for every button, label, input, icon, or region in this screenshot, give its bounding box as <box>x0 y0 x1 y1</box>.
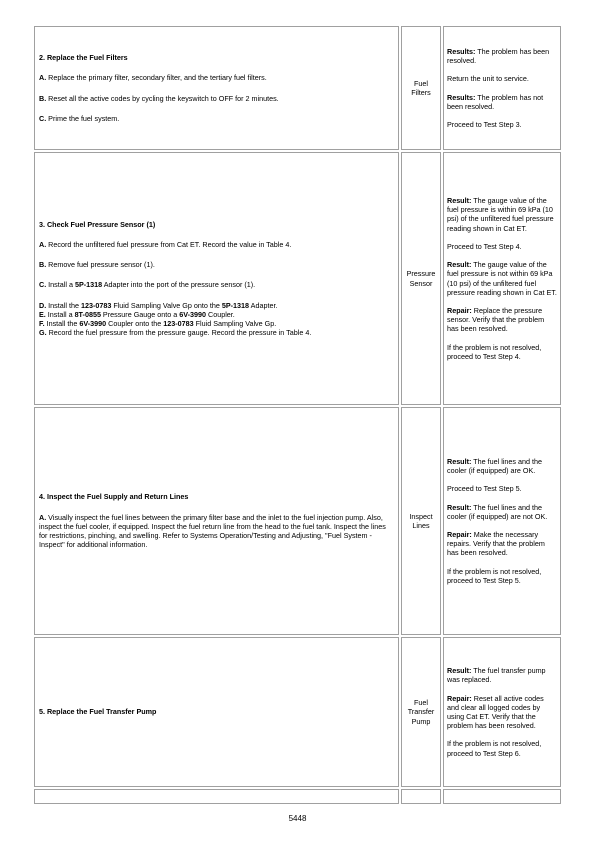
test-step-title: 4. Inspect the Fuel Supply and Return Lines <box>39 492 189 502</box>
result-not-ok-action: Proceed to Test Step 3. <box>447 119 522 129</box>
test-step-cell <box>34 407 399 635</box>
table-row <box>33 151 562 406</box>
result-not-ok: Results: The problem has not been resolved. <box>447 92 544 111</box>
result-ok: Result: The gauge value of the fuel pressure is within 69 kPa (10 psi) of the unfiltered fuel pressure reading shown in Cat ET. <box>447 196 554 233</box>
result-not-ok-action: If the problem is not resolved, proceed to Test Step 6. <box>447 739 542 758</box>
results-cell <box>443 789 561 804</box>
results-cell <box>443 637 561 787</box>
table-row <box>33 406 562 636</box>
step-b: B. Remove fuel pressure sensor (1). <box>39 260 155 270</box>
step-d: D. Install the 123-0783 Fluid Sampling Valve Gp onto the 5P-1318 Adapter. <box>39 300 278 310</box>
result-ok: Result: The fuel transfer pump was replaced. <box>447 666 546 685</box>
result-not-ok-action: If the problem is not resolved, proceed to Test Step 5. <box>447 566 542 585</box>
result-ok: Result: The fuel lines and the cooler (if equipped) are OK. <box>447 456 542 476</box>
step-c: C. Prime the fuel system. <box>39 113 120 123</box>
repair-text: Repair: Replace the pressure sensor. Verify that the problem has been resolved. <box>447 305 545 334</box>
result-not-ok: Result: The gauge value of the fuel pressure is not within 69 kPa (10 psi) of the unfiltered fuel pressure reading shown in Cat ET. <box>447 260 557 297</box>
results-cell <box>443 152 561 405</box>
results-cell <box>443 26 561 150</box>
component-cell <box>401 789 441 804</box>
test-step-cell <box>34 637 399 787</box>
step-f: F. Install the 6V-3990 Coupler onto the 123-0783 Fluid Sampling Valve Gp. <box>39 318 277 328</box>
test-step-cell <box>34 26 399 150</box>
step-e: E. Install a 8T-0855 Pressure Gauge onto a 6V-3990 Coupler. <box>39 309 235 319</box>
result-ok-action: Proceed to Test Step 4. <box>447 241 522 251</box>
table-row <box>33 25 562 151</box>
component-cell: Pressure Sensor <box>401 152 441 405</box>
result-not-ok: Result: The fuel lines and the cooler (if equipped) are not OK. <box>447 502 548 521</box>
test-step-cell <box>34 152 399 405</box>
table-row <box>33 636 562 788</box>
table-row <box>33 788 562 805</box>
component-cell: Fuel Transfer Pump <box>401 637 441 787</box>
test-step-title: 3. Check Fuel Pressure Sensor (1) <box>39 219 156 229</box>
step-a: A. Visually inspect the fuel lines between the primary filter base and the inlet to the fuel injection pump. Also, inspect the fuel cooler, if equipped. Inspect the fuel return line from the head to the fuel tank. Inspect the lines for restrictions, pinching, and swelling. Refer to Systems Operation/Testing and Adjusting, "Fuel System - Inspect" for additional information. <box>39 512 386 550</box>
step-b: B. Reset all the active codes by cycling the keyswitch to OFF for 2 minutes. <box>39 93 279 103</box>
component-cell: Inspect Lines <box>401 407 441 635</box>
component-cell: Fuel Filters <box>401 26 441 150</box>
troubleshooting-table <box>33 25 562 805</box>
step-c: C. Install a 5P-1318 Adapter into the port of the pressure sensor (1). <box>39 280 256 290</box>
step-g: G. Record the fuel pressure from the pressure gauge. Record the pressure in Table 4. <box>39 328 312 338</box>
test-step-title: 2. Replace the Fuel Filters <box>39 53 128 63</box>
result-not-ok-action: If the problem is not resolved, proceed to Test Step 4. <box>447 342 542 361</box>
result-ok: Results: The problem has been resolved. <box>447 46 550 66</box>
repair-text: Repair: Make the necessary repairs. Verify that the problem has been resolved. <box>447 530 545 558</box>
step-a: A. Replace the primary filter, secondary filter, and the tertiary fuel filters. <box>39 73 267 83</box>
page-number: 5448 <box>288 814 307 823</box>
repair-text: Repair: Reset all active codes and clear all logged codes by using Cat ET. Verify that the problem has been resolved. <box>447 693 544 731</box>
step-a: A. Record the unfiltered fuel pressure from Cat ET. Record the value in Table 4. <box>39 239 292 249</box>
result-ok-action: Proceed to Test Step 5. <box>447 484 522 494</box>
test-step-cell <box>34 789 399 804</box>
test-step-title: 5. Replace the Fuel Transfer Pump <box>39 707 157 717</box>
result-ok-action: Return the unit to service. <box>447 74 529 84</box>
results-cell <box>443 407 561 635</box>
